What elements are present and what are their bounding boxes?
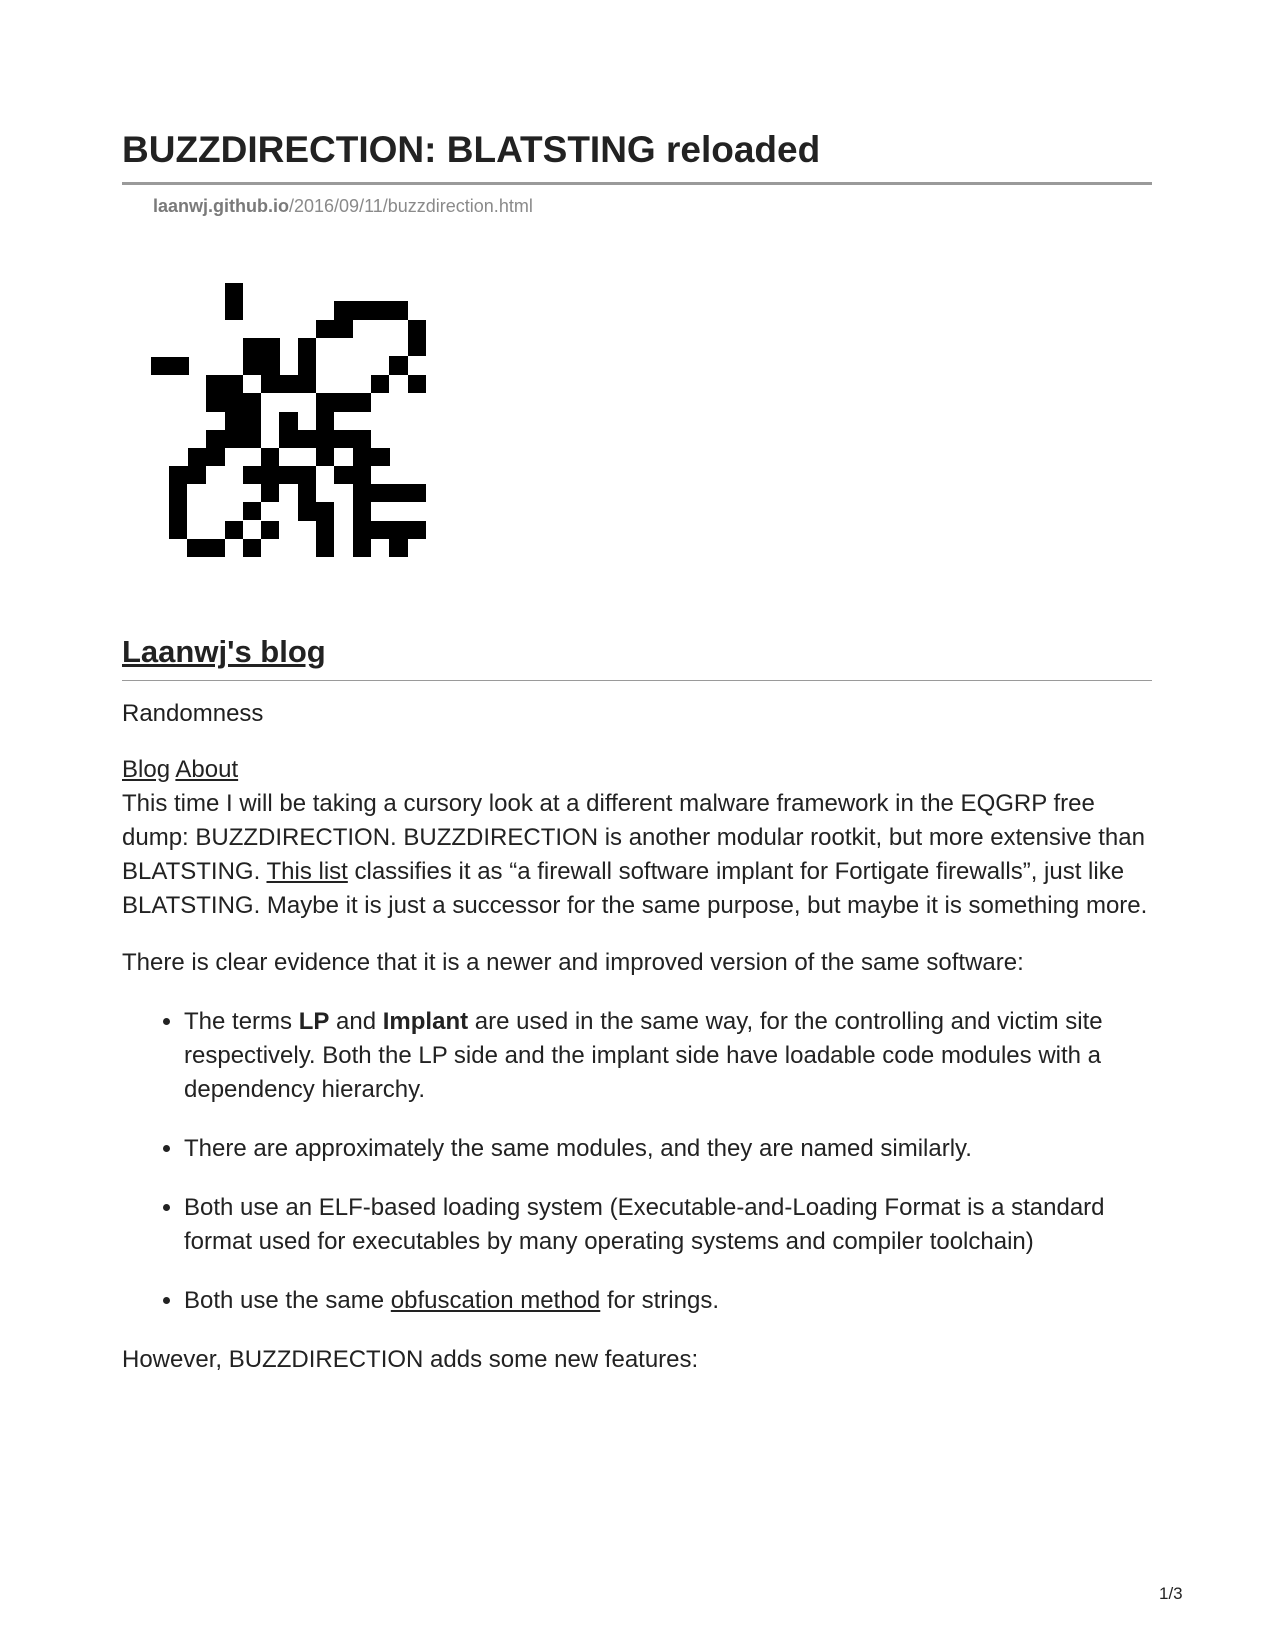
- obfuscation-method-link[interactable]: obfuscation method: [390, 1287, 601, 1314]
- evidence-list: [122, 1005, 1152, 1318]
- blog-name-link[interactable]: Laanwj's blog: [122, 634, 326, 669]
- bullet-text: are used in the same way, for the controlling and victim site respectively. Both the LP side and the implant side have loadable code modules with a dependency hierarchy.: [184, 1008, 1103, 1103]
- nav-link-blog[interactable]: Blog: [122, 756, 171, 783]
- blog-logo-pixel-icon: [151, 283, 426, 558]
- evidence-paragraph: There is clear evidence that it is a newer and improved version of the same software:: [122, 949, 1024, 976]
- closing-paragraph: However, BUZZDIRECTION adds some new features:: [122, 1346, 699, 1373]
- blog-tagline: Randomness: [122, 700, 264, 727]
- intro-paragraph: [122, 787, 1152, 923]
- intro-text-start: This time I will be taking a cursory look at a different malware framework in the EQGRP free dump: BUZZDIRECTION. BUZZDIRECTION is another modular rootkit, but more extensive than BLATSTING.: [122, 790, 1145, 885]
- list-item: • Both use an ELF-based loading system (Executable-and-Loading Format is a standard format used for executables by many operating systems and compiler toolchain): [184, 1191, 1152, 1259]
- list-item: [184, 1005, 1152, 1107]
- term-implant: Implant: [382, 1008, 469, 1035]
- bullet-text: The terms: [184, 1008, 299, 1035]
- bullet-text: for strings.: [600, 1287, 719, 1314]
- page-number: 1/3: [1159, 1584, 1183, 1603]
- title-divider: [122, 182, 1152, 185]
- list-item: [184, 1284, 1152, 1318]
- list-item: • There are approximately the same modules, and they are named similarly.: [184, 1132, 1152, 1166]
- intro-text-end: classifies it as “a firewall software implant for Fortigate firewalls”, just like BLATSTING. Maybe it is just a successor for the same purpose, but maybe it is something more.: [122, 858, 1148, 919]
- this-list-link[interactable]: This list: [266, 858, 348, 885]
- source-url: [153, 196, 533, 217]
- term-lp: LP: [298, 1008, 330, 1035]
- source-domain: laanwj.github.io: [153, 196, 289, 216]
- nav-link-about[interactable]: About: [175, 756, 239, 783]
- article-body: [122, 753, 1152, 1402]
- article-title: BUZZDIRECTION: BLATSTING reloaded: [122, 129, 821, 170]
- blog-divider: [122, 680, 1152, 681]
- source-path: /2016/09/11/buzzdirection.html: [289, 196, 533, 216]
- bullet-text: Both use the same: [184, 1287, 391, 1314]
- bullet-text: and: [329, 1008, 383, 1035]
- site-nav: [122, 753, 1152, 787]
